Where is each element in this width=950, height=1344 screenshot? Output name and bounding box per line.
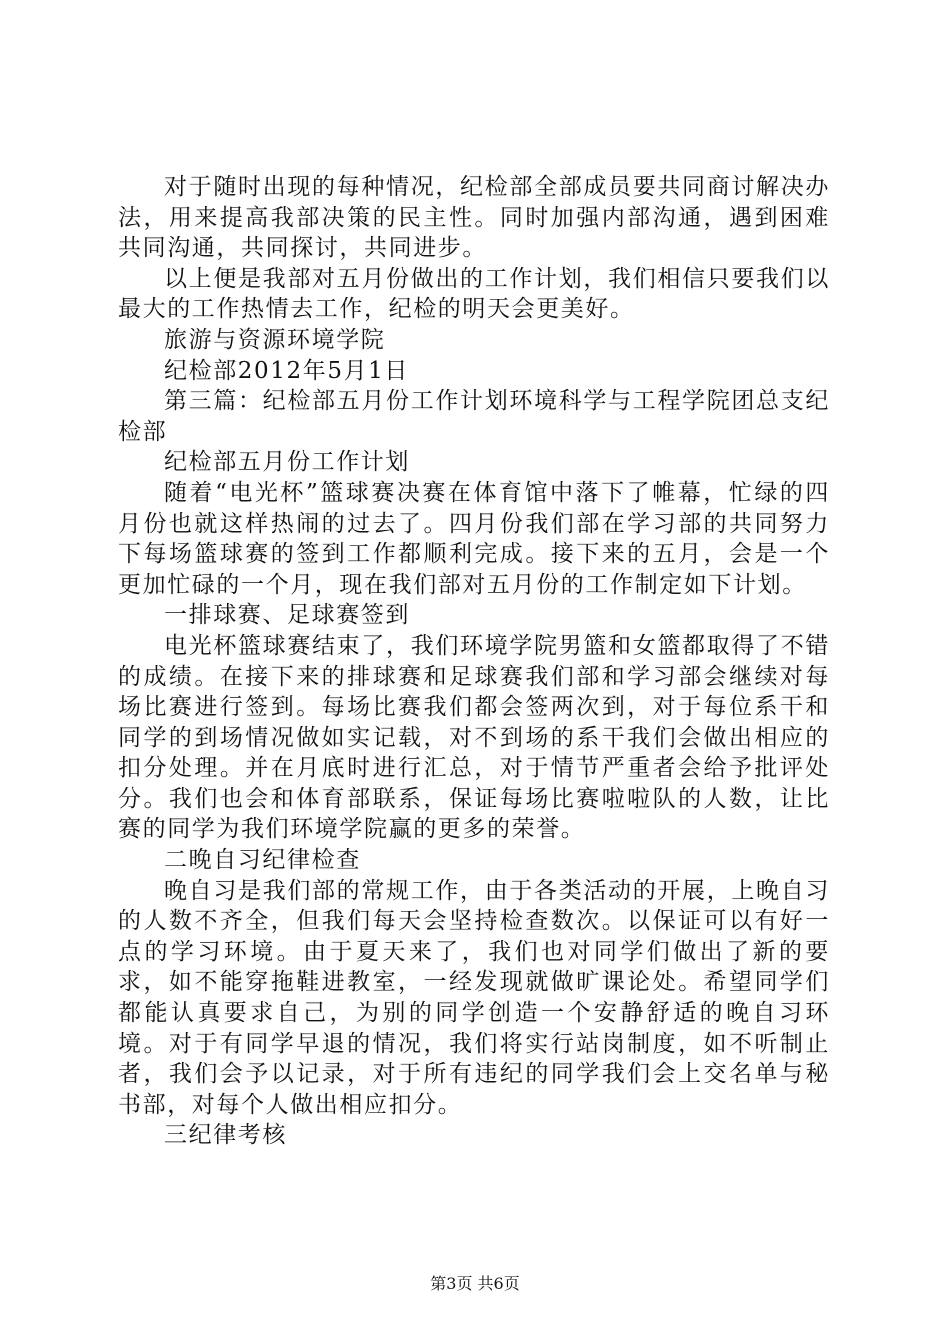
- document-body: [118, 172, 830, 1151]
- subheading: 二晚自习纪律检查: [164, 847, 361, 874]
- paragraph: 随着“电光杯”篮球赛决赛在体育馆中落下了帷幕，忙绿的四月份也就这样热闹的过去了。四月份我们部在学习部的共同努力下每场篮球赛的签到工作都顺利完成。接下来的五月，会是一个更加忙碌的一个月，现在我们部对五月份的工作制定如下计划。: [118, 479, 830, 598]
- section-heading: 第三篇：纪检部五月份工作计划环境科学与工程学院团总支纪检部: [118, 388, 830, 445]
- subheading: 三纪律考核: [164, 1122, 287, 1149]
- institution-line: 旅游与资源环境学院: [164, 326, 386, 353]
- plan-title: 纪检部五月份工作计划: [164, 449, 410, 476]
- paragraph: 晚自习是我们部的常规工作，由于各类活动的开展，上晚自习的人数不齐全，但我们每天会坚持检查数次。以保证可以有好一点的学习环境。由于夏天来了，我们也对同学们做出了新的要求，如不能穿拖鞋进教室，一经发现就做旷课论处。希望同学们都能认真要求自己，为别的同学创造一个安静舒适的晚自习环境。对于有同学早退的情况，我们将实行站岗制度，如不听制止者，我们会予以记录，对于所有违纪的同学我们会上交名单与秘书部，对每个人做出相应扣分。: [118, 877, 830, 1118]
- page-number-footer: 第3页 共6页: [430, 1274, 520, 1293]
- date-line: 纪检部2012年5月1日: [164, 357, 409, 384]
- paragraph: 以上便是我部对五月份做出的工作计划，我们相信只要我们以最大的工作热情去工作，纪检的明天会更美好。: [118, 265, 830, 323]
- paragraph: 电光杯篮球赛结束了，我们环境学院男篮和女篮都取得了不错的成绩。在接下来的排球赛和足球赛我们部和学习部会继续对每场比赛进行签到。每场比赛我们都会签两次到，对于每位系干和同学的到场情况做如实记载，对不到场的系干我们会做出相应的扣分处理。并在月底时进行汇总，对于情节严重者会给予批评处分。我们也会和体育部联系，保证每场比赛啦啦队的人数，让比赛的同学为我们环境学院赢的更多的荣誉。: [118, 632, 830, 843]
- subheading: 一排球赛、足球赛签到: [164, 602, 410, 629]
- paragraph: 对于随时出现的每种情况，纪检部全部成员要共同商讨解决办法，用来提高我部决策的民主性。同时加强内部沟通，遇到困难共同沟通，共同探讨，共同进步。: [118, 174, 830, 262]
